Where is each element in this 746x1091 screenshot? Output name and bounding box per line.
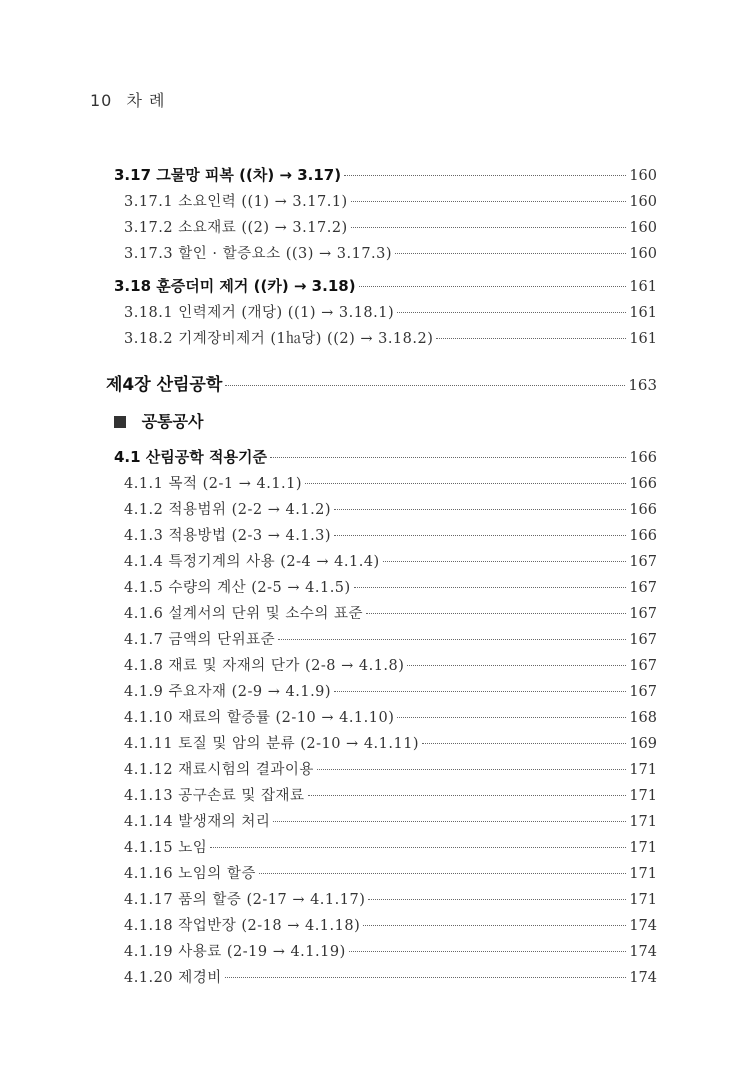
toc-page-number: 160 — [629, 194, 657, 210]
dot-leader — [436, 338, 626, 339]
toc-entry-title: 4.1.20 제경비 — [124, 970, 222, 986]
dot-leader — [422, 743, 626, 744]
toc-subsection[interactable] — [124, 706, 657, 727]
dot-leader — [363, 925, 626, 926]
toc-entry-title: 3.18.2 기계장비제거 (1㏊당) ((2) → 3.18.2) — [124, 331, 434, 347]
dot-leader — [383, 561, 627, 562]
dot-leader — [351, 227, 627, 228]
toc-page-number: 168 — [629, 710, 657, 726]
toc-page-number: 166 — [629, 450, 657, 466]
toc-entry-title: 4.1.17 품의 할증 (2-17 → 4.1.17) — [124, 892, 366, 908]
dot-leader — [334, 535, 626, 536]
toc-subsection[interactable] — [124, 190, 657, 211]
toc-entry-title: 4.1.13 공구손료 및 잡재료 — [124, 788, 305, 804]
dot-leader — [278, 639, 626, 640]
dot-leader — [210, 847, 626, 848]
toc-entry-title: 제4장 산림공학 — [106, 375, 223, 395]
toc-entry-title: 3.17.2 소요재료 ((2) → 3.17.2) — [124, 220, 348, 236]
dot-leader — [366, 613, 626, 614]
dot-leader — [225, 385, 625, 386]
toc-subsection[interactable] — [124, 758, 657, 779]
dot-leader — [308, 795, 627, 796]
toc-page-number: 171 — [629, 814, 657, 830]
dot-leader — [270, 457, 626, 458]
toc-subsection[interactable] — [124, 784, 657, 805]
toc-entry-title: 4.1.12 재료시험의 결과이용 — [124, 762, 314, 778]
toc-entry-title: 3.17.1 소요인력 ((1) → 3.17.1) — [124, 194, 348, 210]
toc-subsection[interactable] — [124, 888, 657, 909]
toc-subsection[interactable] — [124, 680, 657, 701]
toc-section[interactable] — [114, 164, 657, 185]
toc-page-number: 167 — [629, 684, 657, 700]
toc-subsection[interactable] — [124, 301, 657, 322]
toc-page-number: 167 — [629, 606, 657, 622]
toc-entry-title: 4.1.19 사용료 (2-19 → 4.1.19) — [124, 944, 346, 960]
toc-page-number: 167 — [629, 632, 657, 648]
dot-leader — [397, 717, 626, 718]
toc-subsection[interactable] — [124, 654, 657, 675]
dot-leader — [397, 312, 626, 313]
toc-page-number: 166 — [629, 476, 657, 492]
toc-subsection[interactable] — [124, 524, 657, 545]
toc-entry-title: 4.1.3 적용방법 (2-3 → 4.1.3) — [124, 528, 332, 544]
toc-subsection[interactable] — [124, 498, 657, 519]
part-heading — [114, 409, 203, 432]
toc-entry-title: 3.18 훈증더미 제거 ((카) → 3.18) — [114, 277, 356, 295]
dot-leader — [368, 899, 626, 900]
toc-page-number: 161 — [629, 305, 657, 321]
toc-entry-title: 4.1.8 재료 및 자재의 단가 (2-8 → 4.1.8) — [124, 658, 405, 674]
dot-leader — [334, 509, 626, 510]
toc-subsection[interactable] — [124, 862, 657, 883]
toc-entry-title: 4.1.9 주요자재 (2-9 → 4.1.9) — [124, 684, 332, 700]
toc-subsection[interactable] — [124, 602, 657, 623]
toc-page-number: 171 — [629, 892, 657, 908]
toc-page-number: 174 — [629, 944, 657, 960]
toc-page-number: 160 — [629, 246, 657, 262]
toc-entry-title: 4.1.1 목적 (2-1 → 4.1.1) — [124, 476, 303, 492]
dot-leader — [359, 286, 627, 287]
toc-section[interactable] — [114, 446, 657, 467]
toc-entry-title: 4.1.10 재료의 할증률 (2-10 → 4.1.10) — [124, 710, 395, 726]
toc-subsection[interactable] — [124, 472, 657, 493]
toc-entry-title: 4.1 산림공학 적용기준 — [114, 448, 267, 466]
toc-subsection[interactable] — [124, 576, 657, 597]
toc-page-number: 174 — [629, 918, 657, 934]
toc-entry-title: 4.1.14 발생재의 처리 — [124, 814, 271, 830]
toc-page-number: 171 — [629, 840, 657, 856]
dot-leader — [344, 175, 626, 176]
toc-page-number: 169 — [629, 736, 657, 752]
header-page-number: 10 — [90, 91, 113, 110]
toc-subsection[interactable] — [124, 940, 657, 961]
toc-entry-title: 4.1.2 적용범위 (2-2 → 4.1.2) — [124, 502, 332, 518]
toc-entry-title: 4.1.4 특정기계의 사용 (2-4 → 4.1.4) — [124, 554, 380, 570]
dot-leader — [259, 873, 626, 874]
dot-leader — [351, 201, 627, 202]
toc-section[interactable] — [114, 275, 657, 296]
toc-entry-title: 3.18.1 인력제거 (개당) ((1) → 3.18.1) — [124, 305, 395, 321]
toc-subsection[interactable] — [124, 836, 657, 857]
toc-page-number: 161 — [629, 331, 657, 347]
part-title: 공통공사 — [141, 412, 204, 431]
dot-leader — [349, 951, 627, 952]
toc-subsection[interactable] — [124, 550, 657, 571]
toc-entry-title: 3.17.3 할인 · 할증요소 ((3) → 3.17.3) — [124, 246, 393, 262]
toc-page-number: 160 — [629, 168, 657, 184]
dot-leader — [334, 691, 626, 692]
toc-page-number: 174 — [629, 970, 657, 986]
dot-leader — [273, 821, 626, 822]
toc-page-number: 171 — [629, 866, 657, 882]
dot-leader — [395, 253, 626, 254]
toc-subsection[interactable] — [124, 914, 657, 935]
dot-leader — [225, 977, 627, 978]
toc-page-number: 171 — [629, 762, 657, 778]
dot-leader — [317, 769, 626, 770]
toc-page-number: 167 — [629, 658, 657, 674]
dot-leader — [354, 587, 627, 588]
dot-leader — [305, 483, 626, 484]
header-title: 차 례 — [126, 91, 166, 110]
toc-subsection[interactable] — [124, 242, 657, 263]
toc-page-number: 166 — [629, 528, 657, 544]
toc-page-number: 167 — [629, 554, 657, 570]
toc-subsection[interactable] — [124, 732, 657, 753]
page-header — [90, 88, 165, 111]
toc-entry-title: 4.1.16 노임의 할증 — [124, 866, 256, 882]
toc-entry-title: 4.1.6 설계서의 단위 및 소수의 표준 — [124, 606, 364, 622]
toc-entry-title: 4.1.5 수량의 계산 (2-5 → 4.1.5) — [124, 580, 351, 596]
toc-entry-title: 4.1.18 작업반장 (2-18 → 4.1.18) — [124, 918, 361, 934]
toc-subsection[interactable] — [124, 966, 657, 987]
toc-subsection[interactable] — [124, 327, 657, 348]
toc-chapter[interactable] — [106, 370, 657, 395]
toc-entry-title: 4.1.15 노임 — [124, 840, 208, 856]
toc-page-number: 167 — [629, 580, 657, 596]
toc-page-number: 160 — [629, 220, 657, 236]
toc-page-number: 166 — [629, 502, 657, 518]
toc-entry-title: 4.1.7 금액의 단위표준 — [124, 632, 276, 648]
toc-entry-title: 3.17 그물망 피복 ((차) → 3.17) — [114, 166, 342, 184]
dot-leader — [407, 665, 626, 666]
toc-subsection[interactable] — [124, 216, 657, 237]
toc-subsection[interactable] — [124, 628, 657, 649]
toc-page-number: 171 — [629, 788, 657, 804]
toc-subsection[interactable] — [124, 810, 657, 831]
square-bullet-icon — [114, 416, 126, 428]
toc-entry-title: 4.1.11 토질 및 암의 분류 (2-10 → 4.1.11) — [124, 736, 420, 752]
toc-page-number: 163 — [628, 376, 657, 394]
toc-page-number: 161 — [629, 279, 657, 295]
